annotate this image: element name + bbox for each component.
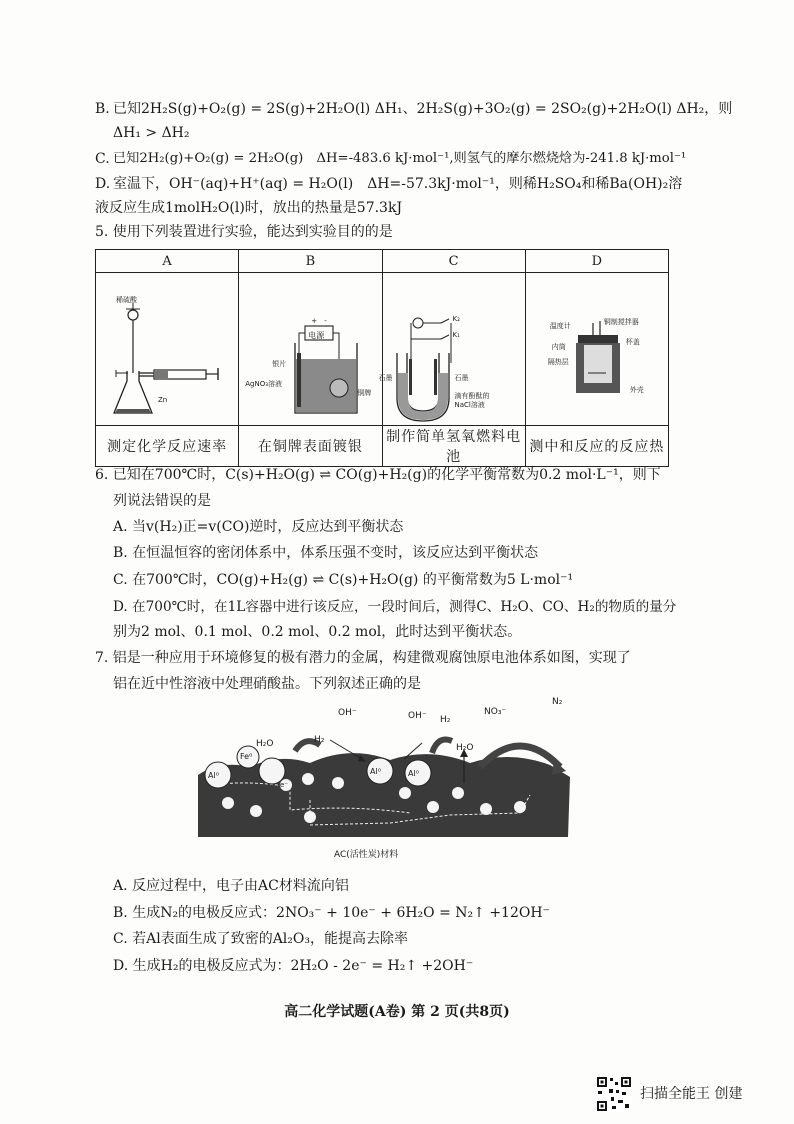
caption-a: 测定化学反应速率 <box>96 426 239 467</box>
q6-option-d-line2: 别为2 mol、0.1 mol、0.2 mol、0.2 mol，此时达到平衡状态。 <box>113 624 522 640</box>
calorimeter-diagram <box>526 273 672 423</box>
q4-option-b-letter: B. <box>95 101 110 117</box>
header-c: C <box>382 250 525 273</box>
q4-option-d-line2: 液反应生成1molH₂O(l)时，放出的热量是57.3kJ <box>95 200 403 216</box>
caption-b: 在铜牌表面镀银 <box>239 426 382 467</box>
q4-option-c: 已知2H₂(g)+O₂(g) = 2H₂O(g) ΔH=-483.6 kJ·mol⁻¹,则氢气的摩尔燃烧焓为-241.8 kJ·mol⁻¹ <box>113 151 687 166</box>
label-plus: + <box>311 317 318 325</box>
label-k2: K₂ <box>452 315 460 323</box>
q6-option-c: C. 在700℃时，CO(g)+H₂(g) ⇌ C(s)+H₂O(g) 的平衡常数为5 L·mol⁻¹ <box>113 572 574 588</box>
label-zn: Zn <box>158 396 168 404</box>
label-al-3: Al⁰ <box>408 769 419 778</box>
header-b: B <box>239 250 382 273</box>
diagram-caption: AC(活性炭)材料 <box>334 850 399 860</box>
caption-c: 制作简单氢氧燃料电池 <box>382 426 525 467</box>
header-a: A <box>96 250 239 273</box>
q5-experiment-table <box>95 249 669 467</box>
label-thermometer: 温度计 <box>549 322 571 330</box>
label-graphite-left: 石墨 <box>378 374 393 382</box>
page-footer: 高二化学试题(A卷) 第 2 页(共8页) <box>284 1004 510 1020</box>
label-minus: - <box>324 317 327 325</box>
label-solution-1: 滴有酚酞的 <box>454 392 490 400</box>
apparatus-d <box>525 273 668 426</box>
q6-stem-line1: 6. 已知在700℃时，C(s)+H₂O(g) ⇌ CO(g)+H₂(g)的化学平衡常数为0.2 mol·L⁻¹，则下 <box>95 467 661 483</box>
label-solution-2: NaCl溶液 <box>454 401 485 409</box>
q4-option-c-letter: C. <box>95 151 110 167</box>
label-oh-left: OH⁻ <box>338 708 357 718</box>
label-h2-left: H₂ <box>314 735 325 745</box>
qr-code-icon <box>596 1076 632 1112</box>
label-al-2: Al⁰ <box>370 767 381 776</box>
label-electron: e⁻ <box>280 781 289 789</box>
label-power-supply: 电源 <box>308 331 325 340</box>
apparatus-b <box>239 273 382 426</box>
label-agno3: AgNO₃溶液 <box>245 380 283 388</box>
corrosion-cell-svg <box>190 705 580 865</box>
q7-corrosion-diagram <box>190 697 580 865</box>
label-k1: K₁ <box>452 331 460 339</box>
label-fe: Fe⁰ <box>240 752 253 761</box>
label-al-1: Al⁰ <box>208 771 219 780</box>
label-oh-right: OH⁻ <box>408 711 427 721</box>
label-h2o-left: H₂O <box>256 739 274 749</box>
apparatus-a <box>96 273 239 426</box>
label-stirrer: 铜制搅拌器 <box>603 318 639 326</box>
q4-option-b-line1: 已知2H₂S(g)+O₂(g) = 2S(g)+2H₂O(l) ΔH₁、2H₂S(g)+3O₂(g) = 2SO₂(g)+2H₂O(l) ΔH₂，则 <box>113 101 733 117</box>
q7-option-b: B. 生成N₂的电极反应式：2NO₃⁻ + 10e⁻ + 6H₂O = N₂↑ +12OH⁻ <box>113 905 550 921</box>
q5-stem: 5. 使用下列装置进行实验，能达到实验目的的是 <box>95 224 393 240</box>
q6-stem-line2: 列说法错误的是 <box>113 493 211 509</box>
label-no3: NO₃⁻ <box>484 707 507 717</box>
label-h2o-right: H₂O <box>456 743 474 753</box>
electroplating-diagram <box>239 273 385 423</box>
label-copper: 铜牌 <box>357 389 372 397</box>
label-dilute-acid: 稀硫酸 <box>116 296 137 304</box>
q7-option-c: C. 若Al表面生成了致密的Al₂O₃，能提高去除率 <box>113 931 408 947</box>
q7-option-a: A. 反应过程中，电子由AC材料流向铝 <box>113 878 349 894</box>
q6-option-b: B. 在恒温恒容的密闭体系中，体系压强不变时，该反应达到平衡状态 <box>113 545 539 561</box>
label-graphite-right: 石墨 <box>454 374 469 382</box>
q6-option-d-line1: D. 在700℃时，在1L容器中进行该反应，一段时间后，测得C、H₂O、CO、H₂的物质的量分 <box>113 599 677 615</box>
label-n2: N₂ <box>552 697 563 707</box>
caption-d: 测中和反应的反应热 <box>525 426 668 467</box>
q7-stem-line2: 铝在近中性溶液中处理硝酸盐。下列叙述正确的是 <box>113 676 421 692</box>
label-inner-cup: 内筒 <box>551 343 566 351</box>
scanner-watermark: 扫描全能王 创建 <box>640 1086 743 1102</box>
q7-stem-line1: 7. 铝是一种应用于环境修复的极有潜力的金属，构建微观腐蚀原电池体系如图，实现了 <box>95 650 631 666</box>
label-lid: 杯盖 <box>625 338 640 346</box>
q4-option-d-line1: 室温下，OH⁻(aq)+H⁺(aq) = H₂O(l) ΔH=-57.3kJ·mol⁻¹，则稀H₂SO₄和稀Ba(OH)₂溶 <box>113 176 683 192</box>
q4-option-d-letter: D. <box>95 176 111 192</box>
label-silver: 银片 <box>272 360 287 368</box>
label-insulation: 隔热层 <box>547 358 569 366</box>
header-d: D <box>525 250 668 273</box>
q4-option-b-line2: ΔH₁ > ΔH₂ <box>113 125 190 141</box>
q6-option-a: A. 当v(H₂)正=v(CO)逆时，反应达到平衡状态 <box>113 519 404 535</box>
apparatus-c <box>378 273 525 426</box>
label-shell: 外壳 <box>629 386 644 394</box>
label-h2-right: H₂ <box>440 715 451 725</box>
q7-option-d: D. 生成H₂的电极反应式为：2H₂O - 2e⁻ = H₂↑ +2OH⁻ <box>113 958 474 974</box>
